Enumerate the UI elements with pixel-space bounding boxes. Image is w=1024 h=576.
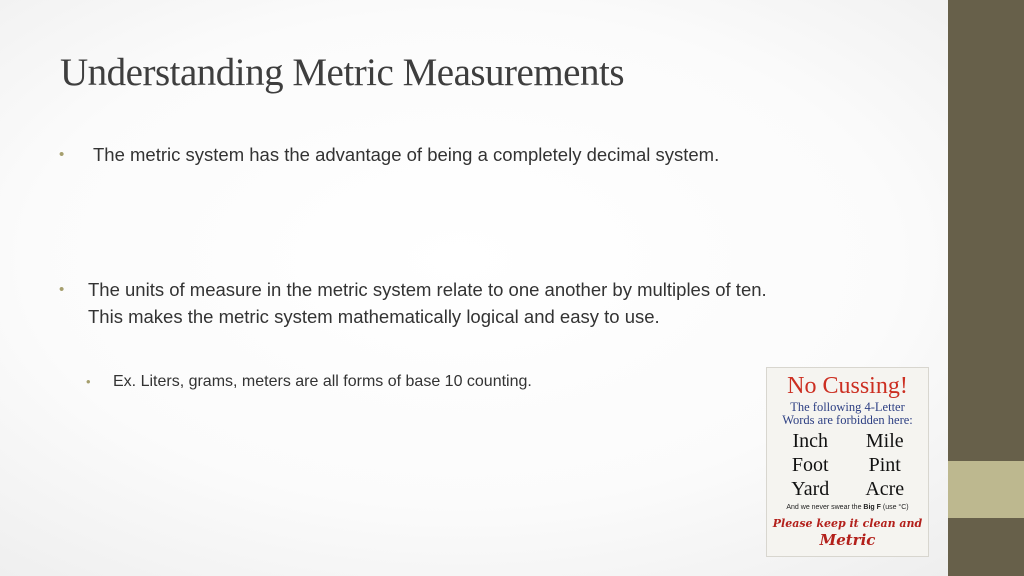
bullet-2-text-line1: The units of measure in the metric system relate to one another by multiples of ten. xyxy=(88,279,767,300)
sign-note-prefix: And we never swear the xyxy=(786,504,864,511)
sign-subtitle-line1: The following 4-Letter xyxy=(790,400,905,414)
bullet-2-text-line2: This makes the metric system mathematically logical and easy to use. xyxy=(88,306,660,327)
sign-word: Acre xyxy=(865,478,905,500)
sub-bullet-dot-icon: • xyxy=(86,374,91,389)
slide-title: Understanding Metric Measurements xyxy=(60,51,625,94)
sign-word-grid xyxy=(773,429,922,501)
sign-title: No Cussing! xyxy=(787,373,908,399)
sign-note-suffix: (use °C) xyxy=(880,504,909,511)
sign-note-bold: Big F xyxy=(863,504,881,511)
sign-note xyxy=(767,502,928,514)
sign-subtitle-line2: Words are forbidden here: xyxy=(782,413,913,427)
bullet-dot-icon: • xyxy=(59,281,65,298)
sign-word: Yard xyxy=(791,478,830,500)
no-cussing-sign xyxy=(766,367,929,557)
sign-word: Mile xyxy=(865,430,904,452)
sign-word: Inch xyxy=(792,430,829,452)
sign-footer-line1: Please keep it clean and xyxy=(772,517,923,530)
sign-footer-line2: Metric xyxy=(819,531,876,549)
sub-bullet-text: Ex. Liters, grams, meters are all forms of base 10 counting. xyxy=(113,373,532,390)
bullet-1-text: The metric system has the advantage of being a completely decimal system. xyxy=(93,144,720,165)
side-accent-block xyxy=(948,461,1024,518)
bullet-dot-icon: • xyxy=(59,146,65,163)
sign-word: Foot xyxy=(791,454,829,476)
sign-word: Pint xyxy=(868,454,901,476)
